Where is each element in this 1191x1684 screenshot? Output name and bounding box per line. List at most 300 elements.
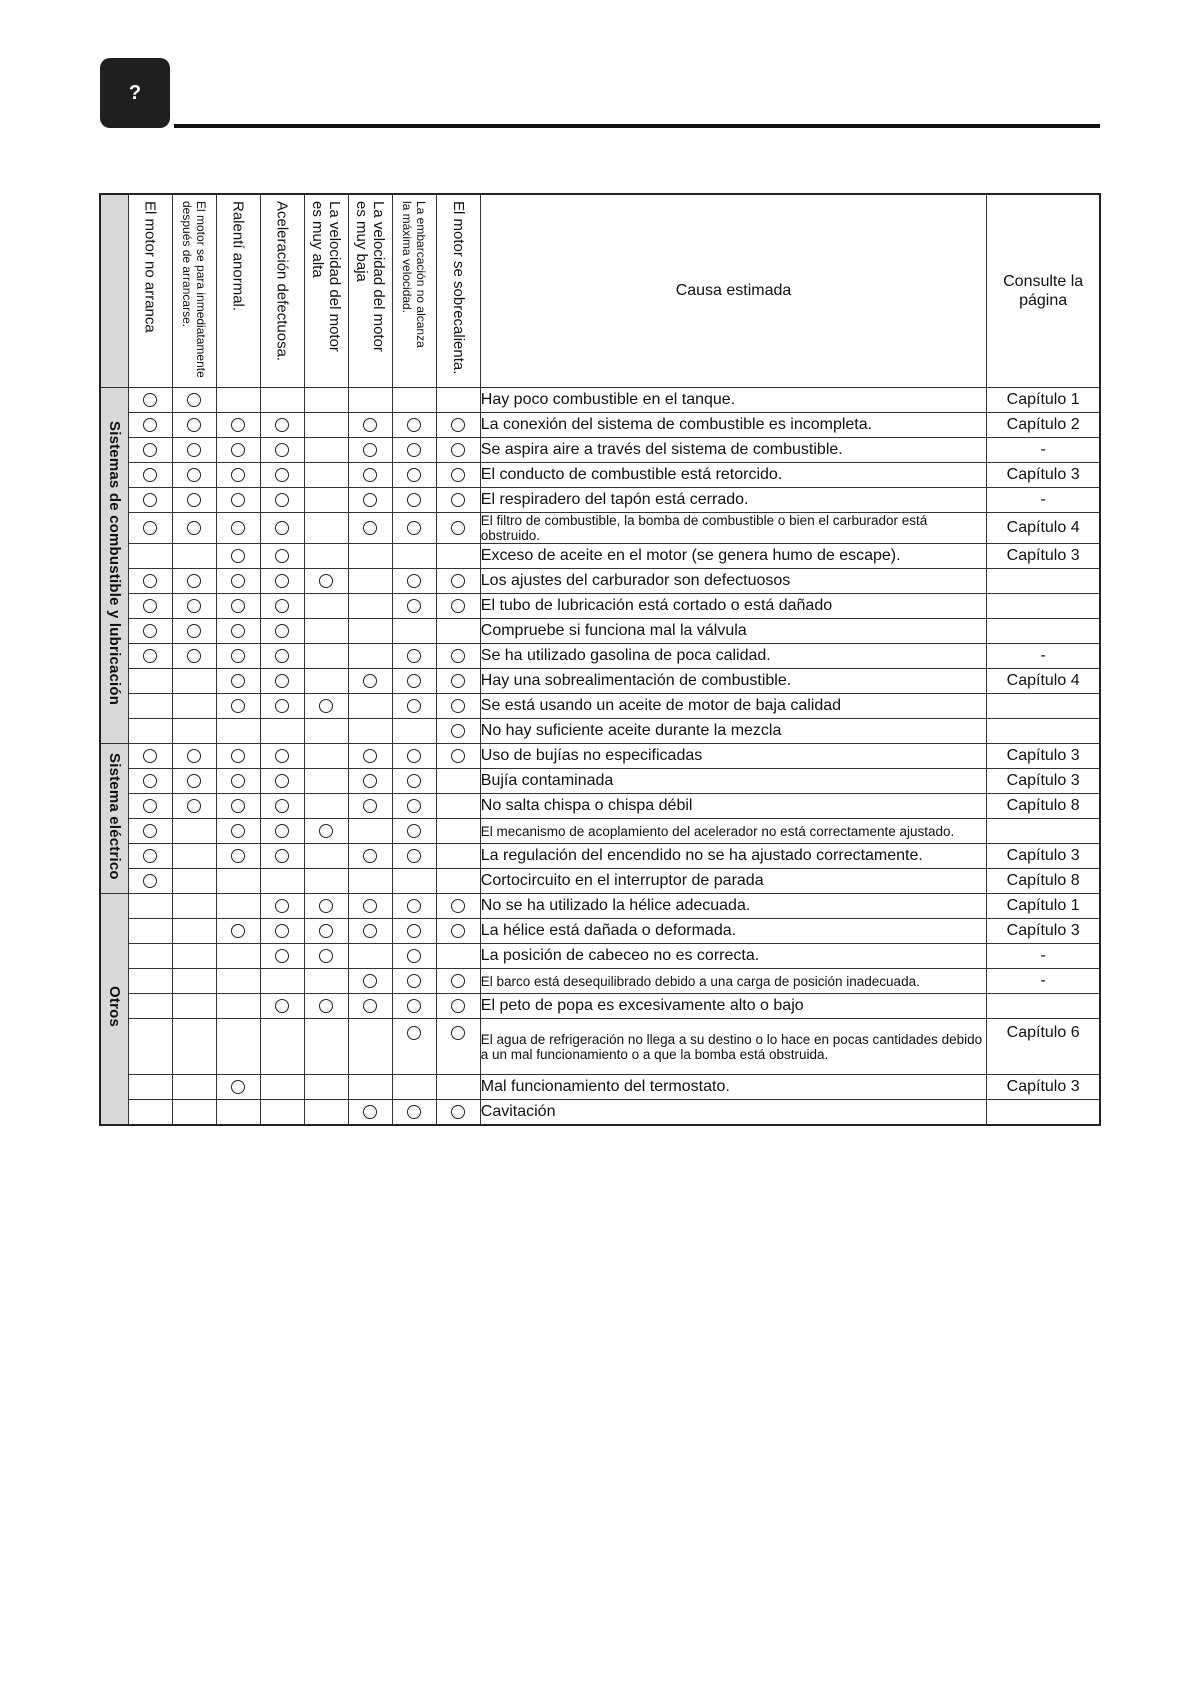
- circle-mark-icon: [143, 418, 157, 432]
- cause-cell: No se ha utilizado la hélice adecuada.: [480, 894, 987, 919]
- circle-mark-icon: [275, 899, 289, 913]
- symptom-cell: [304, 1019, 348, 1075]
- symptom-cell: [216, 1075, 260, 1100]
- cause-cell: Cortocircuito en el interruptor de parada: [480, 869, 987, 894]
- symptom-cell: [436, 1075, 480, 1100]
- symptom-cell: [260, 488, 304, 513]
- table-row: [100, 594, 1100, 619]
- symptom-cell: [260, 1075, 304, 1100]
- symptom-cell: [128, 844, 172, 869]
- page-ref-cell: Capítulo 3: [987, 463, 1100, 488]
- circle-mark-icon: [363, 521, 377, 535]
- symptom-cell: [436, 694, 480, 719]
- page-ref-cell: Capítulo 4: [987, 669, 1100, 694]
- symptom-cell: [348, 994, 392, 1019]
- symptom-header: Ralentí anormal.: [216, 194, 260, 388]
- circle-mark-icon: [231, 749, 245, 763]
- symptom-cell: [436, 944, 480, 969]
- page-ref-cell: Capítulo 3: [987, 844, 1100, 869]
- group-label: Otros: [100, 894, 128, 1126]
- symptom-cell: [216, 619, 260, 644]
- symptom-cell: [304, 819, 348, 844]
- table-row: [100, 488, 1100, 513]
- symptom-cell: [172, 619, 216, 644]
- symptom-cell: [348, 794, 392, 819]
- page-ref-cell: [987, 569, 1100, 594]
- symptom-cell: [348, 669, 392, 694]
- cause-cell: El peto de popa es excesivamente alto o bajo: [480, 994, 987, 1019]
- circle-mark-icon: [143, 849, 157, 863]
- circle-mark-icon: [231, 924, 245, 938]
- symptom-cell: [216, 438, 260, 463]
- table-row: [100, 869, 1100, 894]
- circle-mark-icon: [407, 574, 421, 588]
- circle-mark-icon: [187, 774, 201, 788]
- circle-mark-icon: [143, 874, 157, 888]
- symptom-cell: [304, 669, 348, 694]
- symptom-cell: [392, 413, 436, 438]
- page-ref-cell: [987, 994, 1100, 1019]
- circle-mark-icon: [231, 493, 245, 507]
- cause-header: Causa estimada: [480, 194, 987, 388]
- symptom-cell: [436, 388, 480, 413]
- symptom-cell: [436, 769, 480, 794]
- circle-mark-icon: [187, 574, 201, 588]
- cause-cell: Exceso de aceite en el motor (se genera humo de escape).: [480, 544, 987, 569]
- cause-cell: La hélice está dañada o deformada.: [480, 919, 987, 944]
- symptom-header: Aceleración defectuosa.: [260, 194, 304, 388]
- circle-mark-icon: [363, 849, 377, 863]
- page-ref-cell: Capítulo 3: [987, 919, 1100, 944]
- symptom-cell: [128, 463, 172, 488]
- symptom-cell: [172, 894, 216, 919]
- table-row: [100, 438, 1100, 463]
- symptom-cell: [172, 694, 216, 719]
- symptom-cell: [216, 969, 260, 994]
- symptom-cell: [304, 488, 348, 513]
- symptom-cell: [348, 1100, 392, 1126]
- cause-cell: Hay poco combustible en el tanque.: [480, 388, 987, 413]
- symptom-cell: [436, 513, 480, 544]
- symptom-cell: [216, 694, 260, 719]
- symptom-cell: [216, 1100, 260, 1126]
- circle-mark-icon: [275, 443, 289, 457]
- page-ref-cell: -: [987, 644, 1100, 669]
- symptom-cell: [260, 513, 304, 544]
- symptom-cell: [436, 969, 480, 994]
- circle-mark-icon: [275, 849, 289, 863]
- page-ref-cell: Capítulo 4: [987, 513, 1100, 544]
- table-row: [100, 819, 1100, 844]
- symptom-cell: [216, 1019, 260, 1075]
- symptom-cell: [348, 1019, 392, 1075]
- circle-mark-icon: [187, 393, 201, 407]
- cause-cell: El barco está desequilibrado debido a una carga de posición inadecuada.: [480, 969, 987, 994]
- symptom-cell: [392, 544, 436, 569]
- circle-mark-icon: [319, 924, 333, 938]
- circle-mark-icon: [231, 849, 245, 863]
- symptom-cell: [392, 994, 436, 1019]
- symptom-cell: [128, 1100, 172, 1126]
- symptom-cell: [304, 894, 348, 919]
- symptom-cell: [260, 669, 304, 694]
- circle-mark-icon: [363, 749, 377, 763]
- symptom-cell: [348, 719, 392, 744]
- symptom-cell: [172, 669, 216, 694]
- circle-mark-icon: [407, 1026, 421, 1040]
- circle-mark-icon: [363, 468, 377, 482]
- symptom-cell: [392, 844, 436, 869]
- symptom-cell: [436, 919, 480, 944]
- circle-mark-icon: [143, 443, 157, 457]
- circle-mark-icon: [231, 1080, 245, 1094]
- circle-mark-icon: [187, 468, 201, 482]
- symptom-cell: [348, 894, 392, 919]
- symptom-cell: [348, 944, 392, 969]
- symptom-cell: [260, 969, 304, 994]
- circle-mark-icon: [275, 824, 289, 838]
- circle-mark-icon: [407, 521, 421, 535]
- symptom-cell: [216, 569, 260, 594]
- circle-mark-icon: [231, 599, 245, 613]
- symptom-cell: [128, 769, 172, 794]
- group-label: Sistemas de combustible y lubricación: [100, 388, 128, 744]
- circle-mark-icon: [407, 974, 421, 988]
- circle-mark-icon: [143, 824, 157, 838]
- cause-cell: El conducto de combustible está retorcido.: [480, 463, 987, 488]
- page-ref-cell: [987, 1100, 1100, 1126]
- symptom-cell: [304, 594, 348, 619]
- circle-mark-icon: [187, 521, 201, 535]
- symptom-cell: [392, 669, 436, 694]
- circle-mark-icon: [451, 974, 465, 988]
- circle-mark-icon: [143, 493, 157, 507]
- symptom-cell: [216, 669, 260, 694]
- symptom-cell: [260, 894, 304, 919]
- symptom-cell: [304, 1075, 348, 1100]
- circle-mark-icon: [187, 624, 201, 638]
- circle-mark-icon: [275, 521, 289, 535]
- symptom-cell: [172, 513, 216, 544]
- symptom-cell: [392, 694, 436, 719]
- circle-mark-icon: [319, 999, 333, 1013]
- page-ref-cell: Capítulo 6: [987, 1019, 1100, 1075]
- table-header-row: [100, 194, 1100, 388]
- symptom-cell: [172, 719, 216, 744]
- symptom-cell: [392, 513, 436, 544]
- circle-mark-icon: [319, 824, 333, 838]
- symptom-cell: [304, 544, 348, 569]
- symptom-cell: [436, 1100, 480, 1126]
- circle-mark-icon: [451, 574, 465, 588]
- cause-cell: Se ha utilizado gasolina de poca calidad.: [480, 644, 987, 669]
- cause-cell: Bujía contaminada: [480, 769, 987, 794]
- symptom-cell: [260, 388, 304, 413]
- circle-mark-icon: [319, 949, 333, 963]
- circle-mark-icon: [231, 549, 245, 563]
- symptom-cell: [304, 769, 348, 794]
- circle-mark-icon: [231, 674, 245, 688]
- circle-mark-icon: [143, 649, 157, 663]
- circle-mark-icon: [407, 999, 421, 1013]
- symptom-cell: [436, 438, 480, 463]
- symptom-cell: [392, 619, 436, 644]
- symptom-cell: [172, 919, 216, 944]
- symptom-cell: [436, 894, 480, 919]
- symptom-cell: [260, 463, 304, 488]
- circle-mark-icon: [407, 899, 421, 913]
- symptom-cell: [436, 1019, 480, 1075]
- circle-mark-icon: [451, 749, 465, 763]
- page-ref-cell: Capítulo 1: [987, 894, 1100, 919]
- symptom-cell: [392, 644, 436, 669]
- cause-cell: Cavitación: [480, 1100, 987, 1126]
- symptom-cell: [392, 819, 436, 844]
- symptom-cell: [304, 619, 348, 644]
- circle-mark-icon: [363, 493, 377, 507]
- header-corner: [100, 194, 128, 388]
- circle-mark-icon: [363, 924, 377, 938]
- symptom-cell: [128, 1075, 172, 1100]
- circle-mark-icon: [231, 699, 245, 713]
- table-row: [100, 944, 1100, 969]
- symptom-cell: [304, 794, 348, 819]
- symptom-cell: [128, 438, 172, 463]
- symptom-cell: [348, 463, 392, 488]
- symptom-cell: [128, 619, 172, 644]
- page-ref-cell: Capítulo 3: [987, 544, 1100, 569]
- symptom-cell: [216, 819, 260, 844]
- circle-mark-icon: [143, 574, 157, 588]
- symptom-cell: [348, 869, 392, 894]
- circle-mark-icon: [407, 649, 421, 663]
- cause-cell: La regulación del encendido no se ha ajustado correctamente.: [480, 844, 987, 869]
- circle-mark-icon: [143, 749, 157, 763]
- symptom-cell: [392, 594, 436, 619]
- circle-mark-icon: [319, 574, 333, 588]
- page-ref-cell: [987, 619, 1100, 644]
- table-row: [100, 569, 1100, 594]
- symptom-cell: [216, 844, 260, 869]
- circle-mark-icon: [275, 599, 289, 613]
- symptom-header: El motor no arranca: [128, 194, 172, 388]
- circle-mark-icon: [451, 699, 465, 713]
- circle-mark-icon: [407, 824, 421, 838]
- symptom-cell: [304, 1100, 348, 1126]
- circle-mark-icon: [275, 949, 289, 963]
- circle-mark-icon: [363, 899, 377, 913]
- symptom-cell: [260, 644, 304, 669]
- symptom-cell: [128, 919, 172, 944]
- symptom-cell: [304, 388, 348, 413]
- cause-cell: Se aspira aire a través del sistema de combustible.: [480, 438, 987, 463]
- symptom-header: La velocidad del motor es muy alta: [304, 194, 348, 388]
- symptom-cell: [436, 569, 480, 594]
- cause-cell: El mecanismo de acoplamiento del acelerador no está correctamente ajustado.: [480, 819, 987, 844]
- symptom-cell: [392, 869, 436, 894]
- symptom-cell: [260, 569, 304, 594]
- symptom-cell: [304, 413, 348, 438]
- symptom-cell: [128, 488, 172, 513]
- circle-mark-icon: [363, 999, 377, 1013]
- symptom-cell: [128, 413, 172, 438]
- symptom-cell: [128, 744, 172, 769]
- symptom-cell: [436, 488, 480, 513]
- symptom-cell: [304, 438, 348, 463]
- symptom-cell: [304, 844, 348, 869]
- symptom-cell: [392, 488, 436, 513]
- circle-mark-icon: [231, 418, 245, 432]
- circle-mark-icon: [231, 574, 245, 588]
- symptom-cell: [348, 744, 392, 769]
- circle-mark-icon: [363, 799, 377, 813]
- table-row: [100, 513, 1100, 544]
- symptom-cell: [436, 644, 480, 669]
- circle-mark-icon: [451, 899, 465, 913]
- symptom-cell: [392, 969, 436, 994]
- circle-mark-icon: [451, 468, 465, 482]
- cause-cell: Hay una sobrealimentación de combustible.: [480, 669, 987, 694]
- symptom-cell: [172, 1019, 216, 1075]
- table-row: [100, 619, 1100, 644]
- table-row: [100, 844, 1100, 869]
- symptom-cell: [260, 844, 304, 869]
- circle-mark-icon: [451, 674, 465, 688]
- table-row: [100, 769, 1100, 794]
- circle-mark-icon: [407, 799, 421, 813]
- symptom-cell: [128, 513, 172, 544]
- symptom-cell: [348, 844, 392, 869]
- symptom-cell: [436, 669, 480, 694]
- symptom-cell: [216, 769, 260, 794]
- symptom-cell: [260, 769, 304, 794]
- symptom-cell: [172, 1100, 216, 1126]
- circle-mark-icon: [231, 624, 245, 638]
- symptom-cell: [436, 619, 480, 644]
- circle-mark-icon: [407, 493, 421, 507]
- circle-mark-icon: [407, 849, 421, 863]
- symptom-cell: [304, 513, 348, 544]
- symptom-cell: [436, 844, 480, 869]
- cause-cell: El respiradero del tapón está cerrado.: [480, 488, 987, 513]
- cause-cell: Uso de bujías no especificadas: [480, 744, 987, 769]
- circle-mark-icon: [275, 418, 289, 432]
- symptom-cell: [436, 869, 480, 894]
- cause-cell: Los ajustes del carburador son defectuosos: [480, 569, 987, 594]
- table-row: [100, 413, 1100, 438]
- symptom-cell: [436, 413, 480, 438]
- symptom-cell: [260, 744, 304, 769]
- circle-mark-icon: [451, 493, 465, 507]
- symptom-cell: [392, 919, 436, 944]
- symptom-cell: [392, 388, 436, 413]
- symptom-cell: [260, 944, 304, 969]
- page-ref-cell: Capítulo 2: [987, 413, 1100, 438]
- symptom-cell: [128, 819, 172, 844]
- circle-mark-icon: [143, 393, 157, 407]
- symptom-cell: [436, 819, 480, 844]
- circle-mark-icon: [407, 1105, 421, 1119]
- symptom-cell: [436, 794, 480, 819]
- circle-mark-icon: [275, 574, 289, 588]
- symptom-cell: [128, 1019, 172, 1075]
- circle-mark-icon: [451, 418, 465, 432]
- symptom-cell: [436, 994, 480, 1019]
- circle-mark-icon: [187, 443, 201, 457]
- symptom-cell: [128, 594, 172, 619]
- symptom-cell: [260, 1100, 304, 1126]
- symptom-cell: [392, 1100, 436, 1126]
- symptom-cell: [172, 819, 216, 844]
- table-row: [100, 794, 1100, 819]
- symptom-cell: [392, 744, 436, 769]
- symptom-cell: [304, 569, 348, 594]
- symptom-cell: [128, 644, 172, 669]
- circle-mark-icon: [231, 774, 245, 788]
- symptom-cell: [172, 869, 216, 894]
- symptom-cell: [348, 513, 392, 544]
- symptom-cell: [304, 644, 348, 669]
- symptom-cell: [172, 413, 216, 438]
- symptom-cell: [172, 463, 216, 488]
- circle-mark-icon: [363, 774, 377, 788]
- circle-mark-icon: [143, 599, 157, 613]
- symptom-cell: [216, 894, 260, 919]
- circle-mark-icon: [451, 724, 465, 738]
- circle-mark-icon: [143, 799, 157, 813]
- cause-cell: El tubo de lubricación está cortado o está dañado: [480, 594, 987, 619]
- table-row: [100, 694, 1100, 719]
- page-ref-cell: Capítulo 1: [987, 388, 1100, 413]
- symptom-cell: [172, 994, 216, 1019]
- symptom-cell: [216, 794, 260, 819]
- page-ref-cell: Capítulo 3: [987, 769, 1100, 794]
- symptom-cell: [260, 919, 304, 944]
- symptom-cell: [304, 919, 348, 944]
- circle-mark-icon: [363, 974, 377, 988]
- circle-mark-icon: [407, 599, 421, 613]
- symptom-cell: [172, 1075, 216, 1100]
- page-ref-cell: [987, 694, 1100, 719]
- symptom-cell: [128, 694, 172, 719]
- symptom-cell: [348, 769, 392, 794]
- circle-mark-icon: [231, 799, 245, 813]
- page-ref-cell: -: [987, 969, 1100, 994]
- circle-mark-icon: [275, 699, 289, 713]
- circle-mark-icon: [451, 443, 465, 457]
- symptom-cell: [216, 413, 260, 438]
- page-ref-cell: [987, 594, 1100, 619]
- circle-mark-icon: [187, 599, 201, 613]
- circle-mark-icon: [187, 649, 201, 663]
- symptom-cell: [216, 944, 260, 969]
- symptom-cell: [172, 388, 216, 413]
- page-ref-cell: -: [987, 944, 1100, 969]
- symptom-header: La velocidad del motor es muy baja: [348, 194, 392, 388]
- table-row: [100, 544, 1100, 569]
- symptom-cell: [304, 744, 348, 769]
- table-row: [100, 719, 1100, 744]
- symptom-cell: [304, 969, 348, 994]
- symptom-cell: [172, 794, 216, 819]
- symptom-cell: [216, 463, 260, 488]
- symptom-cell: [172, 438, 216, 463]
- circle-mark-icon: [187, 749, 201, 763]
- symptom-cell: [304, 463, 348, 488]
- circle-mark-icon: [407, 699, 421, 713]
- symptom-cell: [172, 569, 216, 594]
- symptom-cell: [392, 794, 436, 819]
